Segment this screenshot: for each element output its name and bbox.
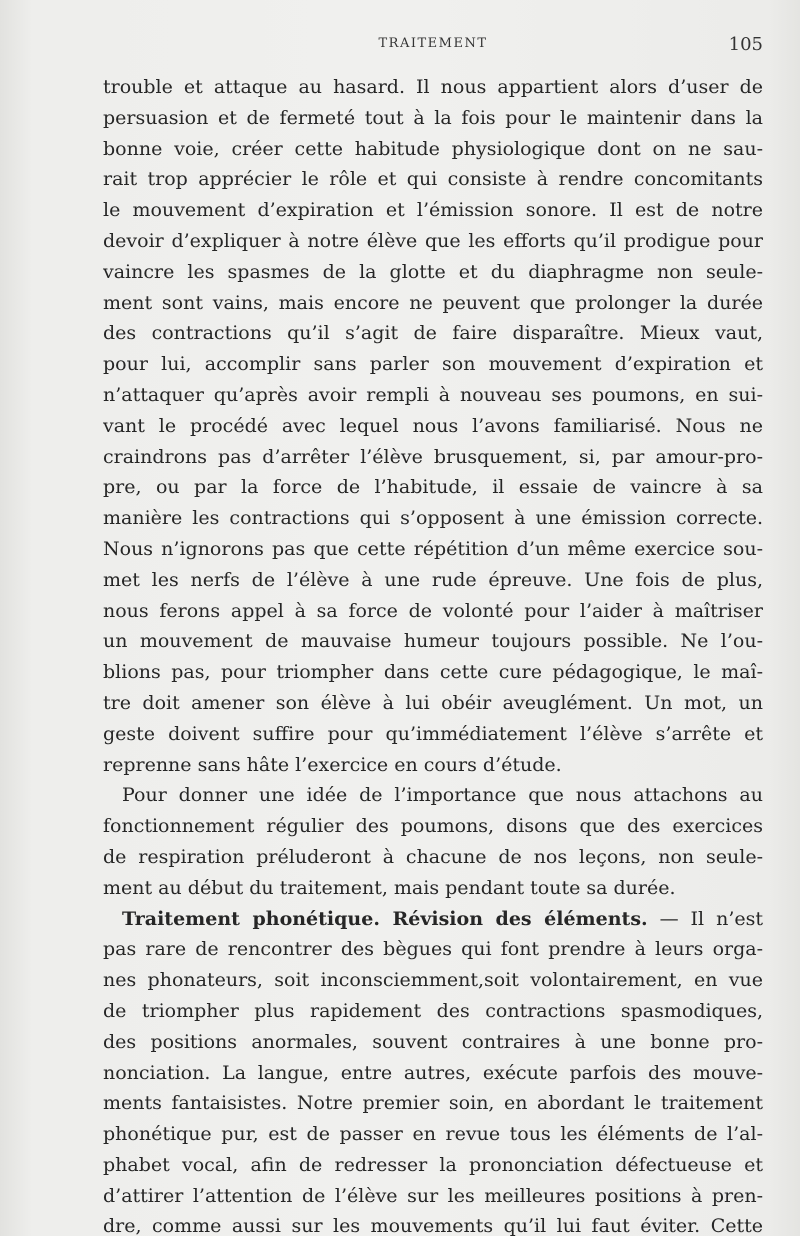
- text-line: dre, comme aussi sur les mouvements qu’il lui faut éviter. Cette: [103, 1215, 763, 1236]
- text-line: devoir d’expliquer à notre élève que les efforts qu’il prodigue pour: [103, 229, 763, 252]
- running-title: TRAITEMENT: [378, 36, 488, 51]
- text-line: des positions anormales, souvent contraires à une bonne pro-: [103, 1030, 763, 1053]
- text-line: d’attirer l’attention de l’élève sur les meilleures positions à pren-: [103, 1184, 763, 1207]
- text-line: fonctionnement régulier des poumons, disons que des exercices: [103, 815, 763, 838]
- text-line: persuasion et de fermeté tout à la fois pour le maintenir dans la: [103, 106, 763, 129]
- text-line: de respiration préluderont à chacune de nos leçons, non seule-: [103, 845, 763, 868]
- text-line: geste doivent suffire pour qu’immédiatement l’élève s’arrête et: [103, 722, 763, 745]
- text-line: pour lui, accomplir sans parler son mouvement d’expiration et: [103, 353, 763, 376]
- text-line: [103, 904, 763, 935]
- text-line: manière les contractions qui s’opposent à une émission correcte.: [103, 507, 763, 530]
- text-line: Pour donner une idée de l’importance que nous attachons au: [122, 784, 763, 807]
- text-line: ment au début du traitement, mais pendant toute sa durée.: [103, 876, 676, 899]
- text-line: ments fantaisistes. Notre premier soin, en abordant le traitement: [103, 1092, 763, 1115]
- text-line: le mouvement d’expiration et l’émission sonore. Il est de notre: [103, 199, 763, 222]
- text-line: trouble et attaque au hasard. Il nous appartient alors d’user de: [103, 76, 763, 98]
- text-line: tre doit amener son élève à lui obéir aveuglément. Un mot, un: [103, 691, 763, 714]
- text-line: nes phonateurs, soit inconsciemment,soit volontairement, en vue: [103, 969, 763, 992]
- text-line: un mouvement de mauvaise humeur toujours possible. Ne l’ou-: [103, 630, 763, 653]
- text-line: phabet vocal, afin de redresser la prononciation défectueuse et: [103, 1153, 763, 1176]
- section-heading: Traitement phonétique. Révision des éléments.: [122, 907, 648, 930]
- text-line: reprenne sans hâte l’exercice en cours d’étude.: [103, 753, 562, 776]
- body-text: [103, 72, 763, 1236]
- text-line: pre, ou par la force de l’habitude, il essaie de vaincre à sa: [103, 476, 763, 499]
- heading-tail: — Il n’est: [647, 907, 763, 930]
- text-line: pas rare de rencontrer des bègues qui font prendre à leurs orga-: [103, 938, 763, 961]
- text-line: met les nerfs de l’élève à une rude épreuve. Une fois de plus,: [103, 568, 763, 591]
- text-line: n’attaquer qu’après avoir rempli à nouveau ses poumons, en sui-: [103, 383, 763, 406]
- text-line: bonne voie, créer cette habitude physiologique dont on ne sau-: [103, 137, 763, 160]
- paragraph-2: [103, 780, 763, 903]
- text-line: blions pas, pour triompher dans cette cure pédagogique, le maî-: [103, 661, 763, 684]
- text-line: rait trop apprécier le rôle et qui consiste à rendre concomitants: [103, 168, 763, 191]
- text-line: des contractions qu’il s’agit de faire disparaître. Mieux vaut,: [103, 322, 763, 345]
- text-line: vaincre les spasmes de la glotte et du diaphragme non seule-: [103, 260, 763, 283]
- page-number: 105: [728, 34, 763, 55]
- text-line: craindrons pas d’arrêter l’élève brusquement, si, par amour-pro-: [103, 445, 763, 468]
- text-line: ment sont vains, mais encore ne peuvent que prolonger la durée: [103, 291, 763, 314]
- text-line: de triompher plus rapidement des contractions spasmodiques,: [103, 999, 763, 1022]
- text-line: nous ferons appel à sa force de volonté pour l’aider à maîtriser: [103, 599, 763, 622]
- text-line: vant le procédé avec lequel nous l’avons familiarisé. Nous ne: [103, 414, 763, 437]
- text-line: Nous n’ignorons pas que cette répétition d’un même exercice sou-: [103, 537, 763, 560]
- paragraph-1: [103, 72, 763, 780]
- text-line: nonciation. La langue, entre autres, exécute parfois des mouve-: [103, 1061, 763, 1084]
- running-head: [103, 36, 763, 56]
- paragraph-3: [103, 904, 763, 1236]
- text-line: phonétique pur, est de passer en revue tous les éléments de l’al-: [103, 1123, 763, 1146]
